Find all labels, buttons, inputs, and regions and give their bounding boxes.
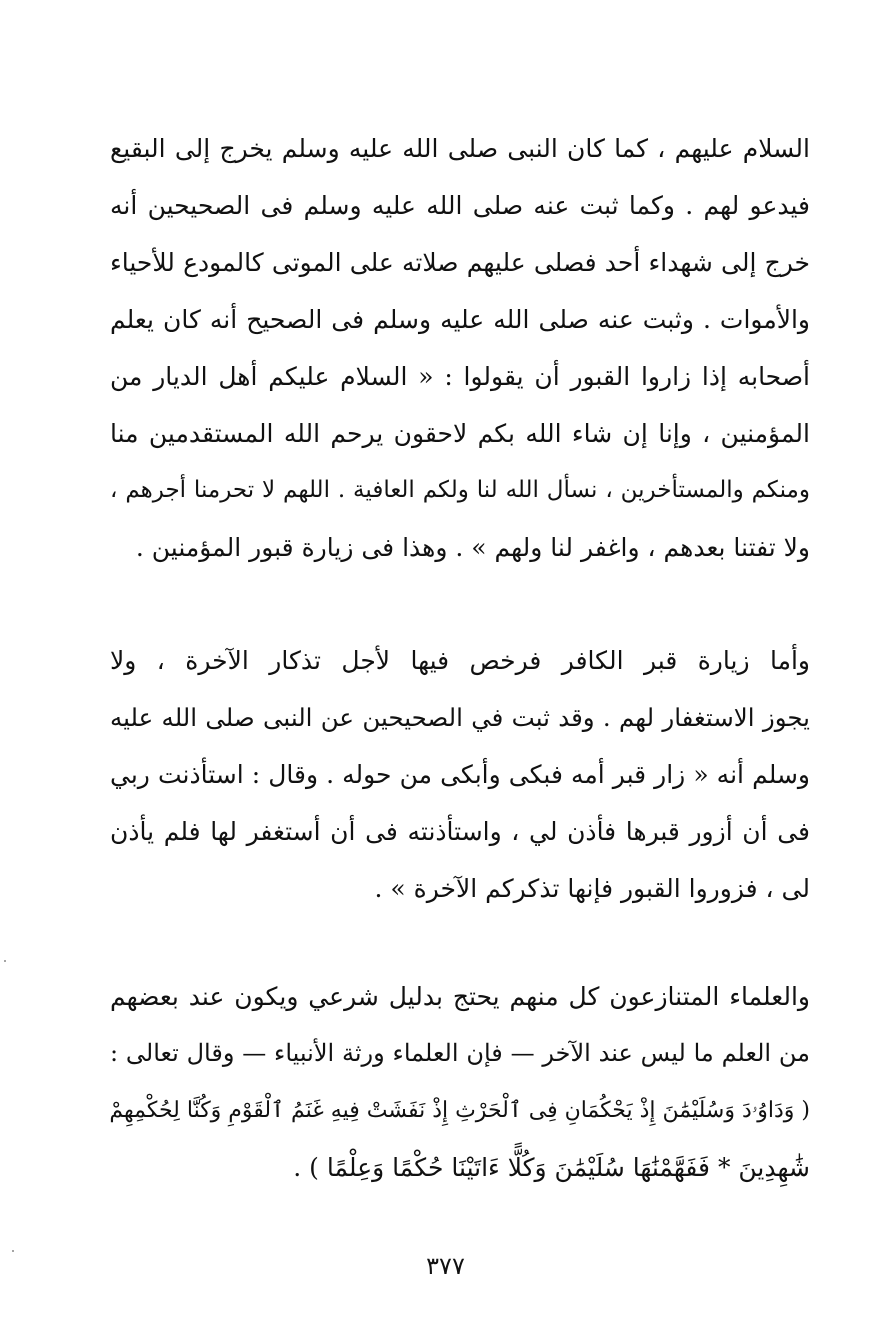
quran-verse-line: ( وَدَاوُۥدَ وَسُلَيْمَٰنَ إِذْ يَحْكُمَانِ فِى ٱلْحَرْثِ إِذْ نَفَشَتْ فِيهِ غَنَمُ ٱلْقَوْمِ وَكُنَّا لِحُكْمِهِمْ bbox=[109, 1098, 810, 1123]
text-line: وأما زيارة قبر الكافر فرخص فيها لأجل تذكار الآخرة ، ولا bbox=[110, 646, 810, 675]
text-line: فيدعو لهم . وكما ثبت عنه صلى الله عليه وسلم فى الصحيحين أنه bbox=[110, 191, 810, 220]
text-line: ومنكم والمستأخرين ، نسأل الله لنا ولكم العافية . اللهم لا تحرمنا أجرهم ، bbox=[110, 477, 810, 503]
paragraph-visiting-believers-graves bbox=[110, 120, 810, 576]
paragraph-scholars-disputing bbox=[110, 968, 810, 1196]
text-line: ولا تفتنا بعدهم ، واغفر لنا ولهم » . وهذا فى زيارة قبور المؤمنين . bbox=[135, 533, 810, 562]
text-line: فى أن أزور قبرها فأذن لي ، واستأذنته فى أن أستغفر لها فلم يأذن bbox=[110, 817, 810, 846]
scan-speck bbox=[4, 960, 6, 962]
text-line: أصحابه إذا زاروا القبور أن يقولوا : « السلام عليكم أهل الديار من bbox=[110, 362, 810, 391]
page-number: ٣٧٧ bbox=[426, 1252, 465, 1280]
text-line: وسلم أنه « زار قبر أمه فبكى وأبكى من حوله . وقال : استأذنت ربي bbox=[110, 760, 810, 789]
text-line: والعلماء المتنازعون كل منهم يحتج بدليل شرعي ويكون عند بعضهم bbox=[110, 982, 810, 1011]
quran-verse-line: شَٰهِدِينَ * فَفَهَّمْنَٰهَا سُلَيْمَٰنَ وَكُلًّا ءَاتَيْنَا حُكْمًا وَعِلْمًا ) . bbox=[293, 1153, 810, 1182]
paragraph-visiting-unbeliever-grave bbox=[110, 632, 810, 917]
text-line: المؤمنين ، وإنا إن شاء الله بكم لاحقون يرحم الله المستقدمين منا bbox=[110, 419, 810, 448]
text-line: والأموات . وثبت عنه صلى الله عليه وسلم فى الصحيح أنه كان يعلم bbox=[110, 305, 810, 334]
text-line: السلام عليهم ، كما كان النبى صلى الله عليه وسلم يخرج إلى البقيع bbox=[110, 134, 810, 163]
text-line: لى ، فزوروا القبور فإنها تذكركم الآخرة » . bbox=[374, 874, 810, 903]
text-line: يجوز الاستغفار لهم . وقد ثبت في الصحيحين عن النبى صلى الله عليه bbox=[110, 703, 810, 732]
scan-speck bbox=[12, 1250, 14, 1252]
text-line: خرج إلى شهداء أحد فصلى عليهم صلاته على الموتى كالمودع للأحياء bbox=[110, 248, 810, 277]
text-line: من العلم ما ليس عند الآخر — فإن العلماء ورثة الأنبياء — وقال تعالى : bbox=[110, 1039, 810, 1067]
